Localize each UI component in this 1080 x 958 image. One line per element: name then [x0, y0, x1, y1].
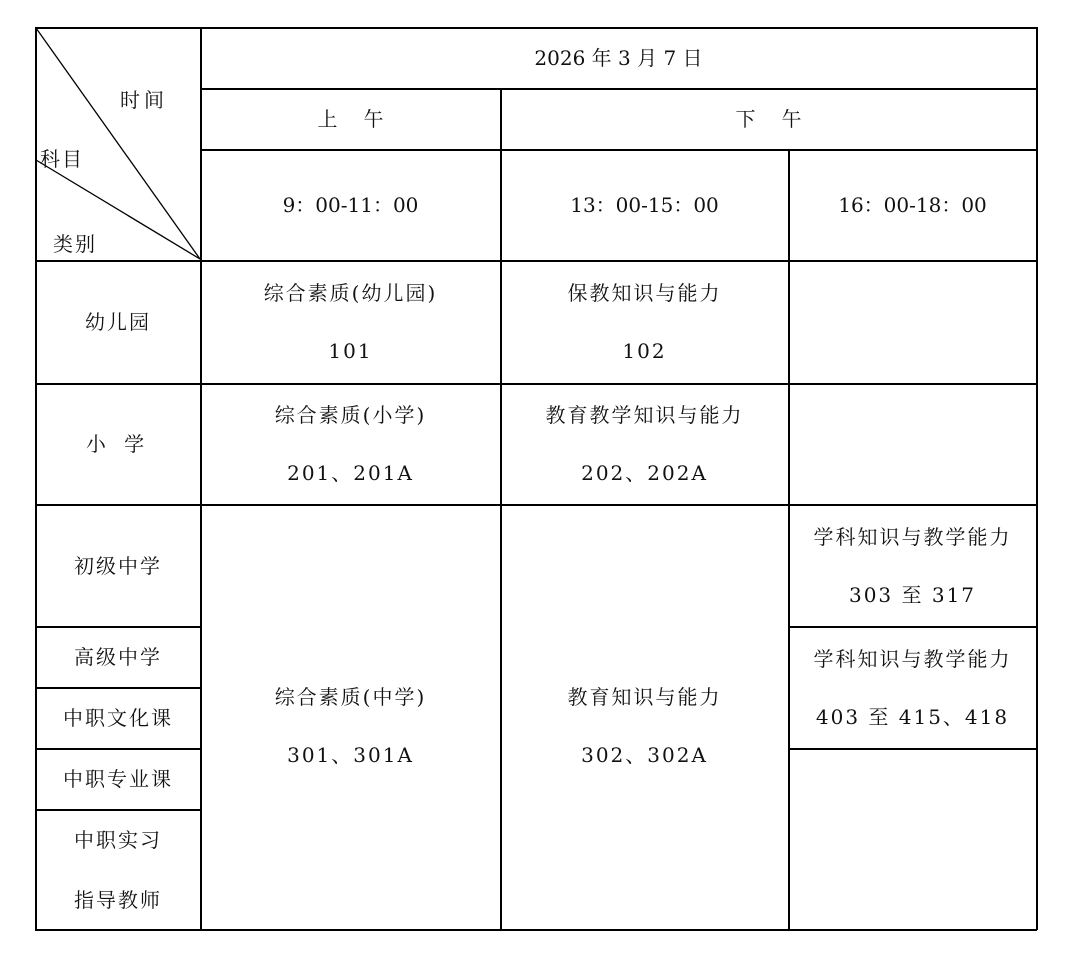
corner-time-label: 时间: [120, 88, 168, 112]
kindergarten-exam-2: [501, 261, 788, 383]
category-vocational-major-text: 中职专业课: [63, 767, 173, 791]
junior-exam-3: [789, 505, 1036, 626]
category-vocational-practice-line1: 中职实习: [74, 827, 162, 852]
secondary-exam-1-code: 301、301A: [287, 743, 414, 767]
category-primary-text: 小 学: [85, 432, 151, 456]
morning-header: [201, 89, 500, 149]
secondary-exam-2-name: 教育知识与能力: [567, 685, 722, 709]
category-vocational-practice: [36, 810, 200, 929]
time-slot-1: [201, 150, 500, 260]
corner-category-label: 类别: [53, 232, 97, 256]
afternoon-label: 下午: [735, 107, 828, 131]
category-junior-text: 初级中学: [74, 553, 162, 578]
time-slot-2-text: 13：00-15：00: [570, 193, 719, 217]
category-primary: [36, 384, 200, 504]
kindergarten-exam-2-name: 保教知识与能力: [567, 281, 722, 305]
primary-exam-2-name: 教育教学知识与能力: [545, 403, 744, 427]
morning-label: 上午: [317, 107, 410, 131]
primary-exam-2-code: 202、202A: [581, 461, 708, 485]
time-slot-2: [501, 150, 788, 260]
time-slot-3-text: 16：00-18：00: [838, 193, 987, 217]
junior-exam-3-name: 学科知识与教学能力: [813, 524, 1012, 549]
time-slot-3: [789, 150, 1036, 260]
exam-date-header: [201, 28, 1036, 88]
category-kindergarten: [36, 261, 200, 383]
senior-exam-3-name: 学科知识与教学能力: [813, 646, 1012, 671]
category-senior-text: 高级中学: [74, 645, 162, 669]
category-junior: [36, 505, 200, 626]
category-vocational-practice-line2: 指导教师: [74, 887, 162, 912]
secondary-exam-2-code: 302、302A: [581, 743, 708, 767]
category-senior: [36, 627, 200, 687]
secondary-exam-1-name: 综合素质(中学): [274, 685, 427, 709]
primary-exam-1-code: 201、201A: [287, 461, 414, 485]
primary-exam-1-name: 综合素质(小学): [274, 403, 427, 427]
senior-exam-3-code: 403 至 415、418: [815, 704, 1010, 729]
kindergarten-exam-2-code: 102: [622, 339, 667, 363]
secondary-exam-1: [201, 505, 500, 929]
kindergarten-exam-1-code: 101: [328, 339, 373, 363]
kindergarten-exam-1: [201, 261, 500, 383]
kindergarten-exam-1-name: 综合素质(幼儿园): [263, 281, 438, 305]
primary-exam-1: [201, 384, 500, 504]
secondary-exam-2: [501, 505, 788, 929]
time-slot-1-text: 9：00-11：00: [282, 193, 419, 217]
category-kindergarten-text: 幼儿园: [85, 310, 151, 334]
corner-subject-label: 科目: [40, 147, 84, 171]
junior-exam-3-code: 303 至 317: [848, 582, 977, 607]
category-vocational-culture-text: 中职文化课: [63, 706, 173, 730]
category-vocational-culture: [36, 688, 200, 748]
category-vocational-major: [36, 749, 200, 809]
senior-exam-3: [789, 627, 1036, 748]
exam-date-text: 2026 年 3 月 7 日: [534, 46, 703, 70]
primary-exam-2: [501, 384, 788, 504]
afternoon-header: [501, 89, 1036, 149]
